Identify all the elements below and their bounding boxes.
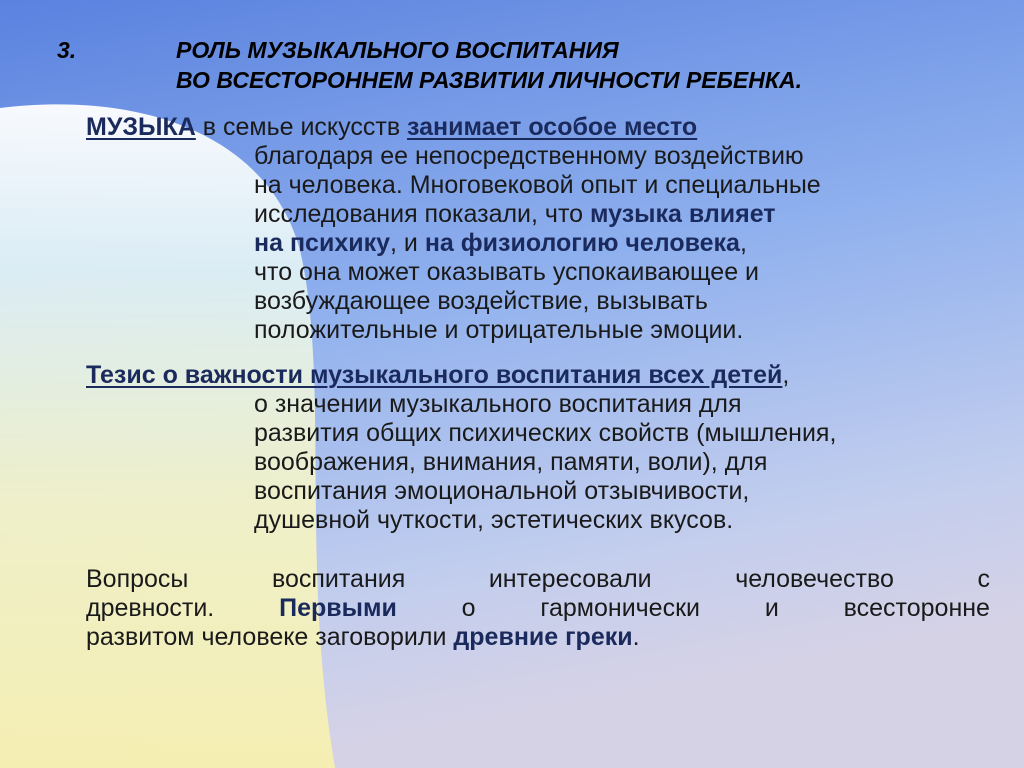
- text-span: ,: [739, 229, 747, 257]
- text-line: [86, 565, 990, 594]
- text-line: [86, 623, 990, 652]
- text-line: [86, 200, 821, 229]
- text-span: гармонически: [540, 594, 700, 622]
- text-span: древности.: [86, 594, 215, 622]
- slide-number: 3.: [57, 37, 77, 63]
- text-line: развития общих психических свойств (мышления,: [254, 419, 837, 447]
- paragraph-questions: [86, 565, 990, 652]
- text-line: о значении музыкального воспитания для: [254, 390, 742, 418]
- text-line: воображения, внимания, памяти, воли), для: [254, 448, 768, 476]
- text-span: и: [764, 594, 779, 622]
- text-span: всесторонне: [843, 594, 990, 622]
- text-span: ,: [782, 361, 790, 389]
- text-line: на человека. Многовековой опыт и специальные: [254, 171, 821, 199]
- text-span: Вопросы: [86, 565, 189, 593]
- text-span: о: [461, 594, 476, 622]
- text-line: положительные и отрицательные эмоции.: [254, 316, 744, 344]
- title-line-2: ВО ВСЕСТОРОННЕМ РАЗВИТИИ ЛИЧНОСТИ РЕБЕНКА.: [176, 67, 802, 93]
- text-line: [86, 113, 821, 142]
- paragraph-thesis: [86, 361, 836, 535]
- text-span: человечество: [735, 565, 894, 593]
- keyword-music-influences: музыка влияет: [589, 200, 776, 228]
- text-line: возбуждающее воздействие, вызывать: [254, 287, 708, 315]
- keyword-psyche: на психику: [254, 229, 391, 257]
- text-line: воспитания эмоциональной отзывчивости,: [254, 477, 750, 505]
- text-span: , и: [390, 229, 425, 257]
- text-span: воспитания: [271, 565, 406, 593]
- keyword-ancient-greeks: древние греки: [453, 623, 633, 651]
- text-line: [86, 361, 836, 390]
- text-span: развитом человеке заговорили: [86, 623, 454, 651]
- text-line: что она может оказывать успокаивающее и: [254, 258, 760, 286]
- title-line-1: РОЛЬ МУЗЫКАЛЬНОГО ВОСПИТАНИЯ: [176, 37, 619, 63]
- text-span: .: [632, 623, 640, 651]
- keyword-first: Первыми: [279, 594, 397, 622]
- paragraph-music: [86, 113, 821, 345]
- keyword-music: МУЗЫКА: [86, 113, 196, 141]
- text-line: душевной чуткости, эстетических вкусов.: [254, 506, 734, 534]
- text-line: [86, 594, 990, 623]
- keyword-physiology: на физиологию человека: [424, 229, 740, 257]
- text-span: исследования показали, что: [254, 200, 590, 228]
- text-span: с: [977, 565, 990, 593]
- keyword-special-place: занимает особое место: [407, 113, 698, 141]
- text-line: [86, 229, 821, 258]
- text-span: интересовали: [488, 565, 652, 593]
- text-span: в семье искусств: [195, 113, 408, 141]
- keyword-thesis: Тезис о важности музыкального воспитания всех детей: [86, 361, 783, 389]
- text-line: благодаря ее непосредственному воздействию: [254, 142, 804, 170]
